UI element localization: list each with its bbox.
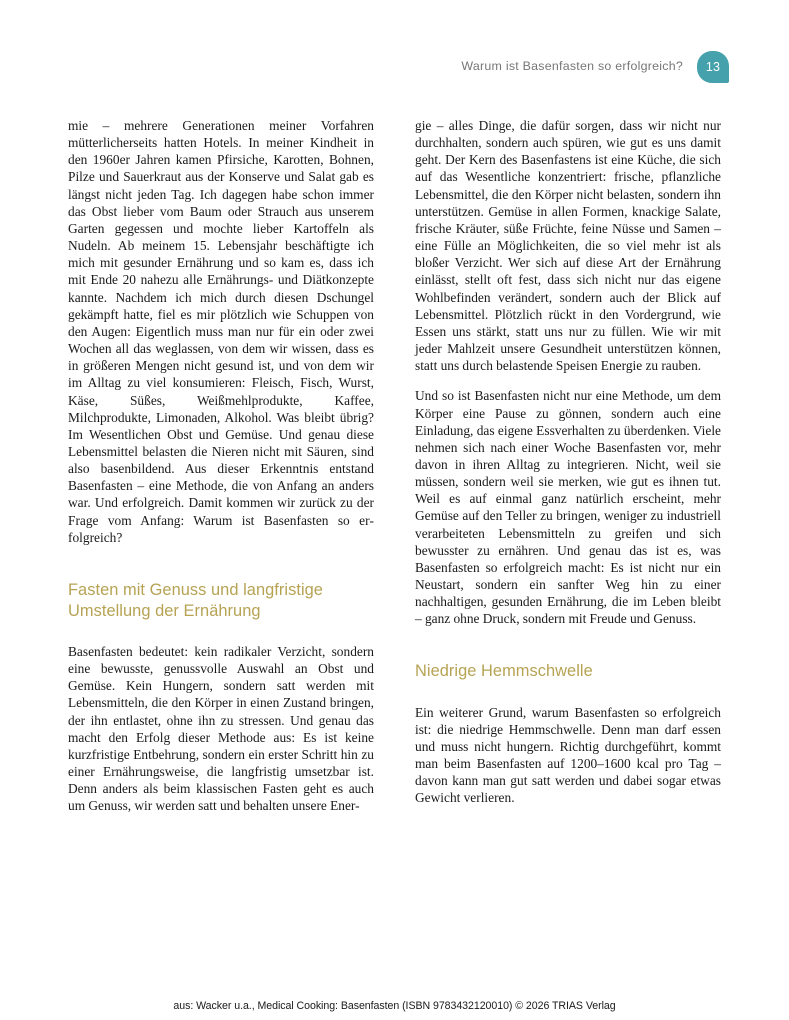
running-header bbox=[60, 49, 729, 85]
page-number-badge bbox=[697, 51, 729, 83]
page-number: 13 bbox=[705, 59, 721, 74]
left-column bbox=[68, 117, 374, 917]
paragraph: gie – alles Dinge, die dafür sorgen, dass wir nicht nur durchhalten, sondern auch spüren, wie gut es uns damit geht. Der Kern des Basenfastens ist eine Küche, die sich auf das Wesentliche konzentriert: frische, pflanzliche Lebensmittel, die den Körper nicht belasten, sondern ihn unterstützen. Gemüse in allen Formen, knackige Salate, frische Kräuter, süße Früchte, feine Nüsse und Samen – eine Fülle an Möglichkeiten, die so viel mehr ist als bloßer Verzicht. Wer sich auf diese Art der Ernährung einlässt, stellt oft fest, dass sich nicht nur das eigene Wohlbefinden verändert, sondern auch der Blick auf Lebensmittel. Plötzlich rückt in den Vordergrund, wie Essen uns stärkt, statt uns nur zu füllen. Wie wir mit jeder Mahlzeit unsere Gesundheit unterstützen können, statt uns durch belastende Speisen Energie zu rauben. bbox=[415, 118, 721, 374]
paragraph: Und so ist Basenfasten nicht nur eine Methode, um dem Körper eine Pause zu gönnen, sondern auch eine Einladung, das eigene Essverhalten zu überdenken. Viele nehmen sich nach einer Woche Basenfasten vor, mehr davon in ihren Alltag zu integrieren. Nicht, weil sie müssen, sondern weil sie merken, wie gut es ihnen tut. Weil es auf einmal ganz natürlich erscheint, mehr Gemüse auf den Teller zu bringen, weniger zu industriell verarbeiteten Lebensmitteln zu greifen und sich bewusster zu ernähren. Und genau das ist es, was Basenfasten so erfolgreich macht: Es ist nicht nur ein Neustart, sondern ein sanfter Weg hin zu einer nachhaltigen, gesunden Ernährung, die im Leben bleibt – ganz ohne Druck, sondern mit Freude und Genuss. bbox=[415, 388, 721, 627]
footer-credit: aus: Wacker u.a., Medical Cooking: Basenfasten (ISBN 9783432120010) © 2026 TRIAS Verlag bbox=[173, 1000, 616, 1012]
section-heading-fasten-mit-genuss: Fasten mit Genuss und langfristige Umstellung der Ernährung bbox=[68, 580, 323, 620]
section-heading-wrapper bbox=[415, 628, 721, 704]
paragraph: Ein weiterer Grund, warum Basenfasten so erfolgreich ist: die niedrige Hemmschwelle. Denn man darf essen und muss nicht hungern. Richtig durchgeführt, kommt man beim Basenfasten auf 1200–1600 kcal pro Tag – davon kann man gut satt werden und dabei sogar etwas Gewicht verlieren. bbox=[415, 704, 721, 806]
section-heading-niedrige-hemmschwelle: Niedrige Hemmschwelle bbox=[415, 661, 593, 680]
body-columns bbox=[68, 117, 721, 917]
paragraph: mie – mehrere Generationen meiner Vorfahren mütterlicherseits hatten Hotels. In meiner Kindheit in den 1960er Jahren kamen Pfirsiche, Karotten, Bohnen, Pilze und Sauerkraut aus der Konserve und Salat gab es längst nicht jeden Tag. Ich dagegen habe schon immer das Obst lieber vom Baum oder Strauch aus unserem Garten gegessen und mochte lieber Kartoffeln als Nudeln. Ab meinem 15. Lebensjahr beschäftigte ich mich mit gesunder Ernährung und so kam es, dass ich mit Ende 20 nahezu alle Ernährungs- und Diätkonzepte kannte. Nachdem ich mich durch diesen Dschungel gekämpft hatte, fiel es mir plötzlich wie Schuppen von den Augen: Eigentlich muss man nur für ein oder zwei Wochen all das weglassen, von dem wir wissen, dass es in größeren Mengen nicht gesund ist, und von dem wir im Alltag zu viel konsumieren: Fleisch, Fisch, Wurst, Käse, Süßes, Weißmehlprodukte, Kaffee, Milchprodukte, Limonaden, Alkohol. Was bleibt übrig? Im Wesentlichen Obst und Gemüse. Und genau diese Lebensmittel belasten die Nieren nicht mit Säuren, sind also basenbildend. Aus dieser Erkenntnis entstand Basenfasten – eine Methode, die von Anfang an anders war. Und erfolgreich. Damit kommen wir zurück zu der Frage vom Anfang: Warum ist Basenfasten so erfolgreich? bbox=[68, 118, 374, 545]
section-heading-wrapper bbox=[68, 546, 374, 643]
chapter-title: Warum ist Basenfasten so erfolgreich? bbox=[461, 59, 683, 74]
right-column bbox=[415, 117, 721, 917]
paragraph: Basenfasten bedeutet: kein radikaler Verzicht, sondern eine bewusste, genussvolle Auswahl an Obst und Gemüse. Kein Hungern, sondern satt werden mit Lebensmitteln, die den Körper in einen Zustand bringen, der ihn entlastet, ohne ihn zu stressen. Und genau das macht den Erfolg dieser Methode aus: Es ist keine kurzfristige Entbehrung, sondern ein erster Schritt hin zu einer Ernährungsweise, die langfristig umsetzbar ist. Denn anders als beim klassischen Fasten geht es auch um Genuss, wir werden satt und behalten unsere Ener- bbox=[68, 643, 374, 814]
